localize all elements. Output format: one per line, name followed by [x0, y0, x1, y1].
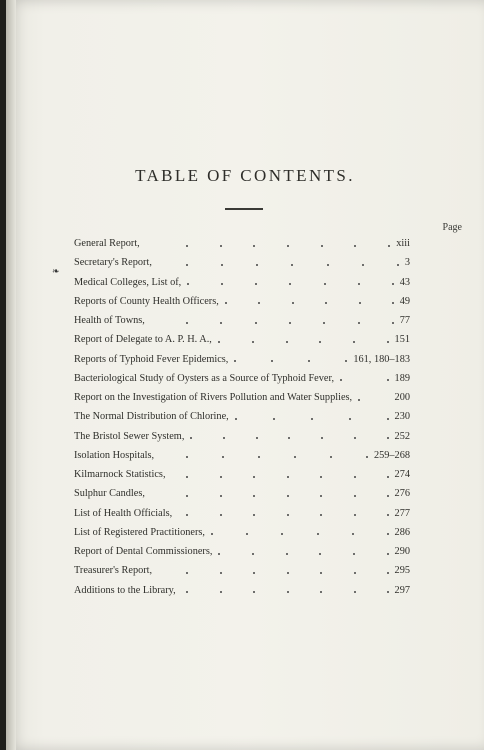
toc-leader-dots [186, 446, 368, 465]
toc-entry-page: xiii [396, 238, 410, 249]
toc-entry-title: Health of Towns, [74, 315, 145, 326]
toc-leader-dots [225, 292, 394, 311]
toc-entry [74, 407, 410, 426]
toc-entry [74, 446, 410, 465]
toc-leader-dots [235, 407, 389, 426]
toc-leader-dots [218, 330, 389, 349]
toc-leader-dots [234, 350, 347, 369]
toc-entry-page: 161, 180–183 [353, 353, 410, 365]
toc-entry [74, 504, 410, 523]
toc-leader-dots [218, 542, 389, 561]
toc-entry-page: 286 [394, 526, 410, 538]
toc-entry [74, 369, 410, 388]
toc-entry-page: 230 [394, 411, 410, 423]
toc-entry [74, 234, 410, 253]
toc-entry-page: 200 [394, 392, 410, 403]
toc-entry-title: Reports of Typhoid Fever Epidemics, [74, 353, 229, 365]
page-column-heading: Page [442, 222, 462, 233]
toc-entry-page: 189 [394, 372, 410, 384]
toc-entry [74, 273, 410, 292]
page-spine-shadow [6, 0, 16, 750]
toc-leader-dots [190, 427, 389, 446]
toc-entry [74, 253, 410, 272]
toc-entry-page: 297 [394, 584, 410, 596]
toc-entry [74, 542, 410, 561]
toc-entry-page: 49 [399, 295, 410, 307]
toc-entry-title: Report on the Investigation of Rivers Pollution and Water Supplies, [74, 392, 353, 403]
table-of-contents-list [74, 234, 410, 600]
toc-leader-dots [186, 253, 399, 272]
toc-entry-page: 151 [394, 334, 410, 346]
toc-entry [74, 330, 410, 349]
toc-leader-dots [358, 388, 389, 407]
toc-entry [74, 523, 410, 542]
toc-entry-page: 277 [394, 507, 410, 519]
toc-leader-dots [186, 504, 389, 523]
toc-entry-title: Reports of County Health Officers, [74, 295, 219, 307]
toc-entry-page: 77 [399, 315, 410, 326]
toc-entry-page: 43 [399, 276, 410, 288]
toc-entry-page: 252 [394, 430, 410, 442]
toc-entry [74, 427, 410, 446]
toc-entry-page: 276 [394, 488, 410, 500]
toc-entry [74, 561, 410, 580]
toc-entry-title: The Normal Distribution of Chlorine, [74, 411, 229, 423]
toc-entry-title: Report of Delegate to A. P. H. A., [74, 334, 212, 346]
toc-leader-dots [211, 523, 389, 542]
toc-entry-page: 290 [394, 546, 410, 557]
toc-entry-title: Bacteriological Study of Oysters as a Source of Typhoid Fever, [74, 372, 335, 384]
toc-entry-title: Kilmarnock Statistics, [74, 469, 166, 480]
toc-entry-title: Isolation Hospitals, [74, 449, 155, 461]
toc-leader-dots [186, 311, 394, 330]
toc-entry-page: 3 [404, 257, 410, 269]
toc-leader-dots [186, 484, 389, 503]
title-rule [225, 208, 263, 210]
toc-leader-dots [186, 561, 389, 580]
toc-entry-page: 295 [394, 565, 410, 577]
toc-leader-dots [186, 581, 389, 600]
toc-entry [74, 388, 410, 407]
toc-leader-dots [186, 465, 389, 484]
page-title: TABLE OF CONTENTS. [135, 166, 355, 185]
toc-entry-title: List of Registered Practitioners, [74, 526, 205, 538]
toc-entry-title: General Report, [74, 238, 140, 249]
toc-entry-page: 274 [394, 469, 410, 480]
toc-entry [74, 484, 410, 503]
toc-entry [74, 581, 410, 600]
toc-entry-title: List of Health Officials, [74, 507, 173, 519]
document-page [6, 0, 484, 750]
toc-entry-title: Treasurer's Report, [74, 565, 153, 577]
toc-entry-title: Sulphur Candles, [74, 488, 145, 500]
toc-entry [74, 311, 410, 330]
toc-entry [74, 292, 410, 311]
toc-entry-title: Medical Colleges, List of, [74, 276, 182, 288]
toc-entry [74, 350, 410, 369]
toc-entry-title: Secretary's Report, [74, 257, 152, 269]
toc-entry [74, 465, 410, 484]
margin-mark: ❧ [52, 266, 60, 276]
toc-leader-dots [187, 273, 394, 292]
toc-entry-title: The Bristol Sewer System, [74, 430, 185, 442]
toc-entry-page: 259–268 [373, 449, 410, 461]
toc-entry-title: Report of Dental Commissioners, [74, 546, 213, 557]
toc-leader-dots [186, 234, 390, 253]
toc-leader-dots [340, 369, 389, 388]
toc-entry-title: Additions to the Library, [74, 584, 176, 596]
